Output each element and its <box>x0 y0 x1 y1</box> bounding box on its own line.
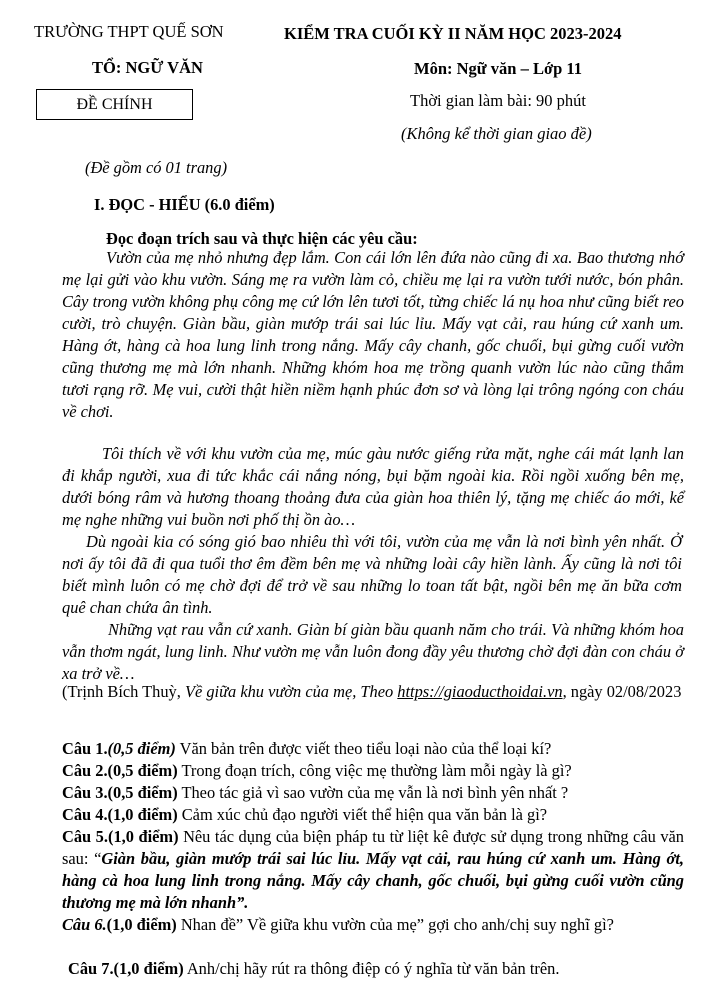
question-3 <box>62 782 662 804</box>
question-label: Câu 3. <box>62 783 108 802</box>
passage-paragraph-2: Tôi thích về với khu vườn của mẹ, múc gàu nước giếng rửa mặt, nghe cái mát lạnh lan đi khắp người, xua đi tức khắc cái nắng nóng, bụi bặm ngoài kia. Rồi ngồi xuống bên mẹ, dưới bóng râm và hương thoang thoảng đưa của giàn hoa thiên lý, tặng mẹ chiếc áo mới, kể mẹ nghe những vui buồn nơi phố thị ồn ào… <box>62 444 684 529</box>
question-label: Câu 6. <box>62 915 107 934</box>
question-points: (1,0 điểm) <box>113 959 184 978</box>
page-count-note: (Đề gồm có 01 trang) <box>85 158 228 177</box>
exam-title: KIỂM TRA CUỐI KỲ II NĂM HỌC 2023-2024 <box>284 24 622 43</box>
passage-paragraph-1: Vườn của mẹ nhỏ nhưng đẹp lắm. Con cái lớn lên đứa nào cũng đi xa. Bao thương nhớ mẹ lại gửi vào khu vườn. Sáng mẹ ra vườn làm cỏ, chiều mẹ lại ra vườn tưới nước, bón phân. Cây trong vườn không phụ công mẹ cứ lớn lên tươi tốt, từng chiếc lá nụ hoa như cũng biết reo cười, trò chuyện. Giàn bầu, giàn mướp trái sai lúc lỉu. Mấy vạt cải, rau húng cứ xanh um. Hàng ớt, hàng cà hoa lung linh trong nắng. Mấy cây chanh, gốc chuối, bụi gừng cuối vườn cũng thương mẹ mà lớn nhanh. Những khóm hoa mẹ trồng quanh vườn lúc nào cũng thắm tươi rạng rỡ. Mẹ vui, cười thật hiền niềm hạnh phúc đơn sơ và lòng lại trông ngóng con cháu về chơi. <box>62 248 684 421</box>
school-name: TRƯỜNG THPT QUẾ SƠN <box>34 22 224 41</box>
passage-paragraph-4: Những vạt rau vẫn cứ xanh. Giàn bí giàn bầu quanh năm cho trái. Và những khóm hoa vẫn thơm ngát, lung linh. Như vườn mẹ vẫn luôn đong đầy yêu thương chờ đợi đàn con cháu ở xa trở về… <box>62 620 684 683</box>
time-limit: Thời gian làm bài: 90 phút <box>410 91 586 110</box>
question-text: Anh/chị hãy rút ra thông điệp có ý nghĩa từ văn bản trên. <box>183 959 560 978</box>
question-text: Trong đoạn trích, công việc mẹ thường làm mỗi ngày là gì? <box>177 761 572 780</box>
question-text: Nêu tác dụng của biện pháp tu từ liệt kê được sử dụng trong những câu văn sau: “ <box>62 827 684 868</box>
instruction: Đọc đoạn trích sau và thực hiện các yêu cầu: <box>106 229 418 248</box>
question-points: (0,5 điểm) <box>107 761 178 780</box>
question-points: (1,0 điểm) <box>106 915 177 934</box>
question-label: Câu 7. <box>68 959 114 978</box>
question-label: Câu 4. <box>62 805 108 824</box>
section-title: I. ĐỌC - HIỂU (6.0 điểm) <box>94 195 275 214</box>
question-label: Câu 1. <box>62 739 108 758</box>
source-link[interactable]: https://giaoducthoidai.vn <box>397 682 563 701</box>
question-quote: Giàn bầu, giàn mướp trái sai lúc lỉu. Mấy vạt cải, rau húng cứ xanh um. Hàng ớt, hàng cà hoa lung linh trong nắng. Mấy cây chanh, gốc chuối, bụi gừng cuối vườn cũng thương mẹ mà lớn nhanh”. <box>62 849 684 912</box>
source-title: Về giữa khu vườn của mẹ, Theo <box>184 682 398 701</box>
question-text: Cảm xúc chủ đạo người viết thể hiện qua văn bản là gì? <box>177 805 548 824</box>
question-text: Nhan đề” Về giữa khu vườn của mẹ” gợi cho anh/chị suy nghĩ gì? <box>176 915 614 934</box>
time-note: (Không kể thời gian giao đề) <box>401 124 592 143</box>
question-7 <box>68 958 668 980</box>
question-label: Câu 5. <box>62 827 108 846</box>
question-points: (0,5 điểm) <box>107 739 176 758</box>
question-text: Theo tác giả vì sao vườn của mẹ vẫn là nơi bình yên nhất ? <box>177 783 569 802</box>
question-points: (1,0 điểm) <box>107 805 178 824</box>
source-citation <box>62 681 682 703</box>
question-4 <box>62 804 662 826</box>
question-6 <box>62 914 684 936</box>
question-text: Văn bản trên được viết theo tiểu loại nào của thể loại kí? <box>175 739 552 758</box>
passage-paragraph-3: Dù ngoài kia có sóng gió bao nhiêu thì với tôi, vườn của mẹ vẫn là nơi bình yên nhất. Ở nơi ấy tôi đã đi qua tuổi thơ êm đềm bên mẹ và những loài cây hiền lành. Ấy cũng là nơi tôi biết mình luôn có mẹ chờ đợi để trở về sau những lo toan tất bật, ngồi bên mẹ ăn bữa cơm quê chan chứa ân tình. <box>62 532 682 617</box>
question-label: Câu 2. <box>62 761 108 780</box>
question-5 <box>62 826 684 914</box>
question-1 <box>62 738 662 760</box>
question-points: (1,0 điểm) <box>107 827 179 846</box>
question-2 <box>62 760 662 782</box>
subject-line: Môn: Ngữ văn – Lớp 11 <box>414 59 583 78</box>
official-exam-box: ĐỀ CHÍNH <box>36 89 193 120</box>
source-date: , ngày 02/08/2023 <box>562 682 682 701</box>
question-points: (0,5 điểm) <box>107 783 178 802</box>
department-name: TỔ: NGỮ VĂN <box>92 58 203 77</box>
source-author: (Trịnh Bích Thuỳ, <box>62 682 185 701</box>
